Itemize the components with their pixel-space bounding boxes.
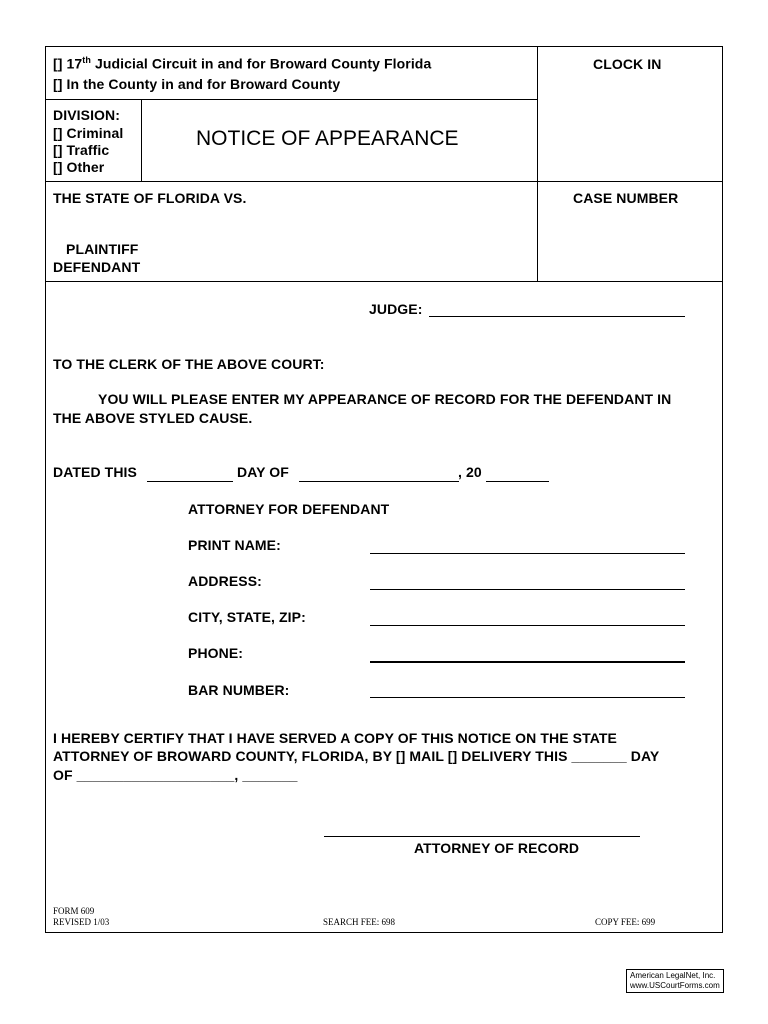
header-vertical-divider xyxy=(537,46,538,282)
attorney-of-record-label: ATTORNEY OF RECORD xyxy=(414,840,580,856)
division-other: [] Other xyxy=(53,159,105,175)
comma-20-label: , 20 xyxy=(458,464,482,480)
revised-date: REVISED 1/03 xyxy=(53,917,110,927)
phone-field[interactable] xyxy=(370,661,685,663)
judge-label: JUDGE: xyxy=(369,301,423,317)
dated-day-field[interactable] xyxy=(147,481,233,482)
division-divider-vertical xyxy=(141,99,142,182)
page-title: NOTICE OF APPEARANCE xyxy=(196,127,459,150)
bar-number-field[interactable] xyxy=(370,697,685,698)
header-divider xyxy=(45,181,723,182)
copy-fee: COPY FEE: 699 xyxy=(595,917,656,927)
appearance-line-1: YOU WILL PLEASE ENTER MY APPEARANCE OF RECORD FOR THE DEFENDANT IN xyxy=(98,391,672,407)
dated-month-field[interactable] xyxy=(299,481,459,482)
defendant-label: DEFENDANT xyxy=(53,259,141,275)
county-line: [] In the County in and for Broward County xyxy=(53,76,341,92)
case-divider xyxy=(45,281,723,282)
dated-this-label: DATED THIS xyxy=(53,464,137,480)
day-of-label: DAY OF xyxy=(237,464,289,480)
case-number-label: CASE NUMBER xyxy=(573,190,679,206)
frame-left xyxy=(45,46,46,933)
frame-bottom xyxy=(45,932,723,933)
division-label: DIVISION: xyxy=(53,107,121,123)
address-label: ADDRESS: xyxy=(188,573,262,589)
print-name-field[interactable] xyxy=(370,553,685,554)
circuit-divider xyxy=(45,99,538,100)
phone-label: PHONE: xyxy=(188,645,244,661)
circuit-prefix: [] 17 xyxy=(53,55,83,72)
dated-year-field[interactable] xyxy=(486,481,549,482)
judge-field[interactable] xyxy=(429,316,685,317)
frame-right xyxy=(722,46,723,933)
circuit-sup: th xyxy=(82,55,91,65)
publisher-url: www.USCourtForms.com xyxy=(630,981,720,990)
circuit-line xyxy=(53,55,431,72)
city-state-zip-label: CITY, STATE, ZIP: xyxy=(188,609,306,625)
certify-line-1: I HEREBY CERTIFY THAT I HAVE SERVED A COPY OF THIS NOTICE ON THE STATE xyxy=(53,730,617,746)
signature-line[interactable] xyxy=(324,836,640,837)
state-vs-label: THE STATE OF FLORIDA VS. xyxy=(53,190,247,206)
form-number: FORM 609 xyxy=(53,906,95,916)
division-traffic: [] Traffic xyxy=(53,142,110,158)
to-clerk-text: TO THE CLERK OF THE ABOVE COURT: xyxy=(53,356,325,372)
clock-in-label: CLOCK IN xyxy=(593,56,662,72)
publisher-box xyxy=(626,969,724,993)
plaintiff-label: PLAINTIFF xyxy=(66,241,139,257)
search-fee: SEARCH FEE: 698 xyxy=(323,917,396,927)
publisher-name: American LegalNet, Inc. xyxy=(630,971,716,980)
bar-number-label: BAR NUMBER: xyxy=(188,682,290,698)
city-state-zip-field[interactable] xyxy=(370,625,685,626)
frame-top xyxy=(45,46,723,47)
print-name-label: PRINT NAME: xyxy=(188,537,281,553)
circuit-rest: Judicial Circuit in and for Broward County Florida xyxy=(91,55,432,72)
appearance-line-2: THE ABOVE STYLED CAUSE. xyxy=(53,410,253,426)
certify-line-2: ATTORNEY OF BROWARD COUNTY, FLORIDA, BY [] MAIL [] DELIVERY THIS _______ DAY xyxy=(53,748,660,764)
address-field[interactable] xyxy=(370,589,685,590)
certify-line-3: OF ____________________, _______ xyxy=(53,767,298,783)
attorney-for-defendant-heading: ATTORNEY FOR DEFENDANT xyxy=(188,501,390,517)
division-criminal: [] Criminal xyxy=(53,125,124,141)
